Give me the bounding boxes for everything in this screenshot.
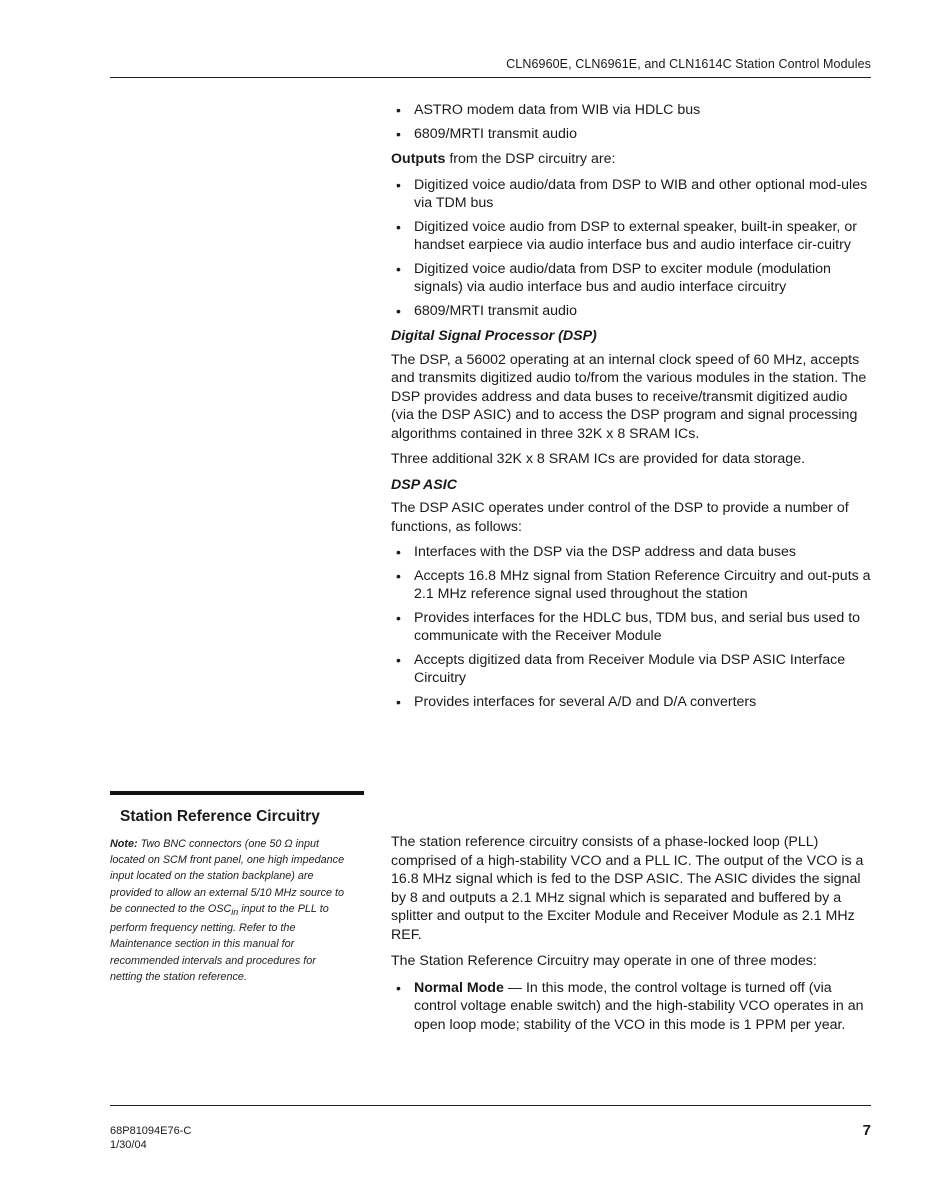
list-item: • Provides interfaces for several A/D and D/A converters <box>391 693 871 712</box>
note-text: Two BNC connectors (one 50 Ω input located on SCM front panel, one high impedance input located on the station backplane) are provided to allow an external 5/10 MHz source to be connected to the OSC <box>110 838 345 915</box>
section-bar <box>110 791 364 795</box>
list-item: • Accepts digitized data from Receiver Module via DSP ASIC Interface Circuitry <box>391 651 871 688</box>
station-ref-modes-intro: The Station Reference Circuitry may operate in one of three modes: <box>391 953 817 969</box>
list-item: • Digitized voice audio from DSP to external speaker, built-in speaker, or handset earpiece via audio interface bus and audio interface cir-cuitry <box>391 218 871 255</box>
note-label: Note: <box>110 838 138 850</box>
outputs-intro <box>391 150 871 169</box>
inputs-continued-list <box>391 101 871 143</box>
list-item: • Accepts 16.8 MHz signal from Station Reference Circuitry and out-puts a 2.1 MHz reference signal used throughout the station <box>391 567 871 604</box>
list-item: • Provides interfaces for the HDLC bus, TDM bus, and serial bus used to communicate with the Receiver Module <box>391 609 871 646</box>
margin-note <box>110 836 350 985</box>
list-item: • 6809/MRTI transmit audio <box>391 302 871 321</box>
outputs-intro-text: from the DSP circuitry are: <box>445 151 616 167</box>
outputs-list <box>391 176 871 321</box>
outputs-label: Outputs <box>391 151 446 167</box>
mode-name: Normal Mode <box>414 979 504 996</box>
lower-column <box>391 833 871 1034</box>
station-ref-paragraph: The station reference circuitry consists of a phase-locked loop (PLL) comprised of a high-stability VCO and a PLL IC. The output of the VCO is a 16.8 MHz signal which is fed to the DSP ASIC. The ASIC divides the signal by 8 and outputs a 2.1 MHz signal which is separated and buffered by a splitter and output to the Exciter Module and Receiver Module as 2.1 MHz REF. <box>391 834 864 943</box>
list-item: • Digitized voice audio/data from DSP to WIB and other optional mod-ules via TDM bus <box>391 176 871 213</box>
dsp-storage-paragraph: Three additional 32K x 8 SRAM ICs are provided for data storage. <box>391 451 806 467</box>
upper-column <box>391 101 871 711</box>
list-item: • ASTRO modem data from WIB via HDLC bus <box>391 101 871 120</box>
doc-number: 68P81094E76-C <box>110 1125 192 1137</box>
doc-date: 1/30/04 <box>110 1139 147 1151</box>
header-rule <box>110 77 871 78</box>
mode-description: — In this mode, the control voltage is turned off (via control voltage enable switch) and the high-stability VCO operates in an open loop mode; stability of the VCO in this mode is 1 PPM per year. <box>414 979 864 1033</box>
dsp-paragraph: The DSP, a 56002 operating at an internal clock speed of 60 MHz, accepts and transmits digitized audio to/from the various modules in the station. The DSP provides address and data buses to receive/transmit digitized audio (via the DSP ASIC) and to access the DSP program and signal processing algorithms contained in three 32K x 8 SRAM ICs. <box>391 351 867 442</box>
modes-list <box>391 979 871 1035</box>
dsp-asic-heading: DSP ASIC <box>391 476 457 493</box>
list-item: • Digitized voice audio/data from DSP to exciter module (modulation signals) via audio interface bus and audio interface circuitry <box>391 260 871 297</box>
dsp-heading: Digital Signal Processor (DSP) <box>391 328 597 344</box>
running-header: CLN6960E, CLN6961E, and CLN1614C Station Control Modules <box>506 57 871 71</box>
page-number: 7 <box>862 1122 871 1139</box>
list-item: • 6809/MRTI transmit audio <box>391 125 871 144</box>
list-item <box>391 979 871 1035</box>
note-subscript: in <box>231 906 239 917</box>
list-item: • Interfaces with the DSP via the DSP address and data buses <box>391 543 871 562</box>
note-text-cont: input to the PLL to perform frequency netting. Refer to the Maintenance section in this manual for recommended intervals and procedures for netting the station reference. <box>110 902 329 983</box>
dsp-asic-intro: The DSP ASIC operates under control of the DSP to provide a number of functions, as follows: <box>391 500 849 535</box>
dsp-asic-list <box>391 543 871 711</box>
section-title: Station Reference Circuitry <box>120 808 320 825</box>
footer-info <box>110 1124 191 1152</box>
footer-rule <box>110 1105 871 1106</box>
